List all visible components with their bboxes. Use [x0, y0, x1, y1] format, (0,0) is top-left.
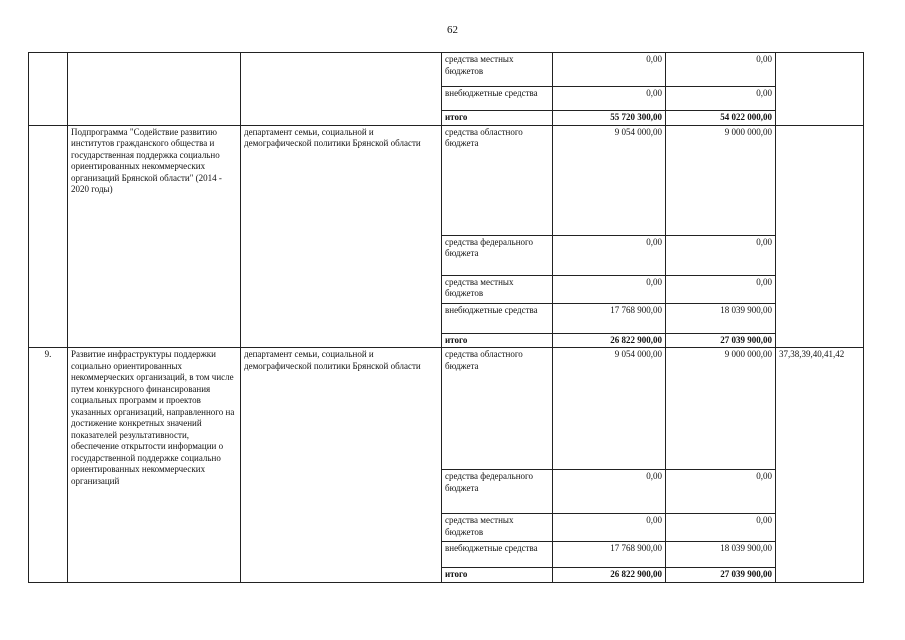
- executor-cell: департамент семьи, социальной и демографической политики Брянской области: [241, 125, 442, 348]
- activity-name-cell: Развитие инфраструктуры поддержки социально ориентированных некоммерческих организаций, в том числе путем конкурсного финансирования социальных программ и проектов указанных организаций, направленного на достижение конкретных значений показателей результативности, обеспечение открытости информации о государственной поддержке социально ориентированных некоммерческих организаций: [68, 348, 241, 583]
- amount-2020-cell: 0,00: [666, 235, 776, 275]
- amount-2020-cell: 9 000 000,00: [666, 125, 776, 235]
- total-label: итого: [442, 568, 553, 583]
- funding-source-cell: средства федерального бюджета: [442, 470, 553, 514]
- page-number: 62: [447, 24, 458, 36]
- indicator-codes-cell: [776, 125, 864, 348]
- indicator-codes-cell: 37,38,39,40,41,42: [776, 348, 864, 583]
- amount-2019-cell: 0,00: [553, 87, 666, 111]
- total-2019: 55 720 300,00: [553, 111, 666, 126]
- activity-name-cell: [68, 53, 241, 126]
- funding-source-cell: средства областного бюджета: [442, 125, 553, 235]
- amount-2020-cell: 9 000 000,00: [666, 348, 776, 470]
- amount-2019-cell: 0,00: [553, 470, 666, 514]
- row-number-cell: [29, 125, 68, 348]
- funding-source-cell: средства местных бюджетов: [442, 53, 553, 87]
- amount-2020-cell: 0,00: [666, 53, 776, 87]
- funding-source-cell: средства местных бюджетов: [442, 514, 553, 542]
- amount-2020-cell: 0,00: [666, 514, 776, 542]
- amount-2019-cell: 0,00: [553, 235, 666, 275]
- total-label: итого: [442, 333, 553, 348]
- total-2019: 26 822 900,00: [553, 333, 666, 348]
- funding-source-cell: внебюджетные средства: [442, 87, 553, 111]
- row-number-cell: 9.: [29, 348, 68, 583]
- table-row: [29, 53, 864, 87]
- total-2019: 26 822 900,00: [553, 568, 666, 583]
- amount-2019-cell: 0,00: [553, 514, 666, 542]
- budget-table: [28, 52, 864, 583]
- row-number-cell: [29, 53, 68, 126]
- amount-2020-cell: 18 039 900,00: [666, 542, 776, 568]
- amount-2019-cell: 9 054 000,00: [553, 348, 666, 470]
- amount-2019-cell: 17 768 900,00: [553, 542, 666, 568]
- amount-2019-cell: 17 768 900,00: [553, 303, 666, 333]
- amount-2019-cell: 0,00: [553, 275, 666, 303]
- amount-2019-cell: 0,00: [553, 53, 666, 87]
- executor-cell: департамент семьи, социальной и демографической политики Брянской области: [241, 348, 442, 583]
- funding-source-cell: внебюджетные средства: [442, 303, 553, 333]
- funding-source-cell: средства федерального бюджета: [442, 235, 553, 275]
- amount-2019-cell: 9 054 000,00: [553, 125, 666, 235]
- amount-2020-cell: 0,00: [666, 275, 776, 303]
- funding-source-cell: средства местных бюджетов: [442, 275, 553, 303]
- amount-2020-cell: 0,00: [666, 470, 776, 514]
- total-label: итого: [442, 111, 553, 126]
- indicator-codes-cell: [776, 53, 864, 126]
- table-row: [29, 348, 864, 470]
- amount-2020-cell: 0,00: [666, 87, 776, 111]
- funding-source-cell: внебюджетные средства: [442, 542, 553, 568]
- funding-source-cell: средства областного бюджета: [442, 348, 553, 470]
- table-row: [29, 125, 864, 235]
- amount-2020-cell: 18 039 900,00: [666, 303, 776, 333]
- executor-cell: [241, 53, 442, 126]
- total-2020: 54 022 000,00: [666, 111, 776, 126]
- activity-name-cell: Подпрограмма "Содействие развитию институтов гражданского общества и государственная поддержка социально ориентированных некоммерческих организаций Брянской области" (2014 - 2020 годы): [68, 125, 241, 348]
- total-2020: 27 039 900,00: [666, 333, 776, 348]
- total-2020: 27 039 900,00: [666, 568, 776, 583]
